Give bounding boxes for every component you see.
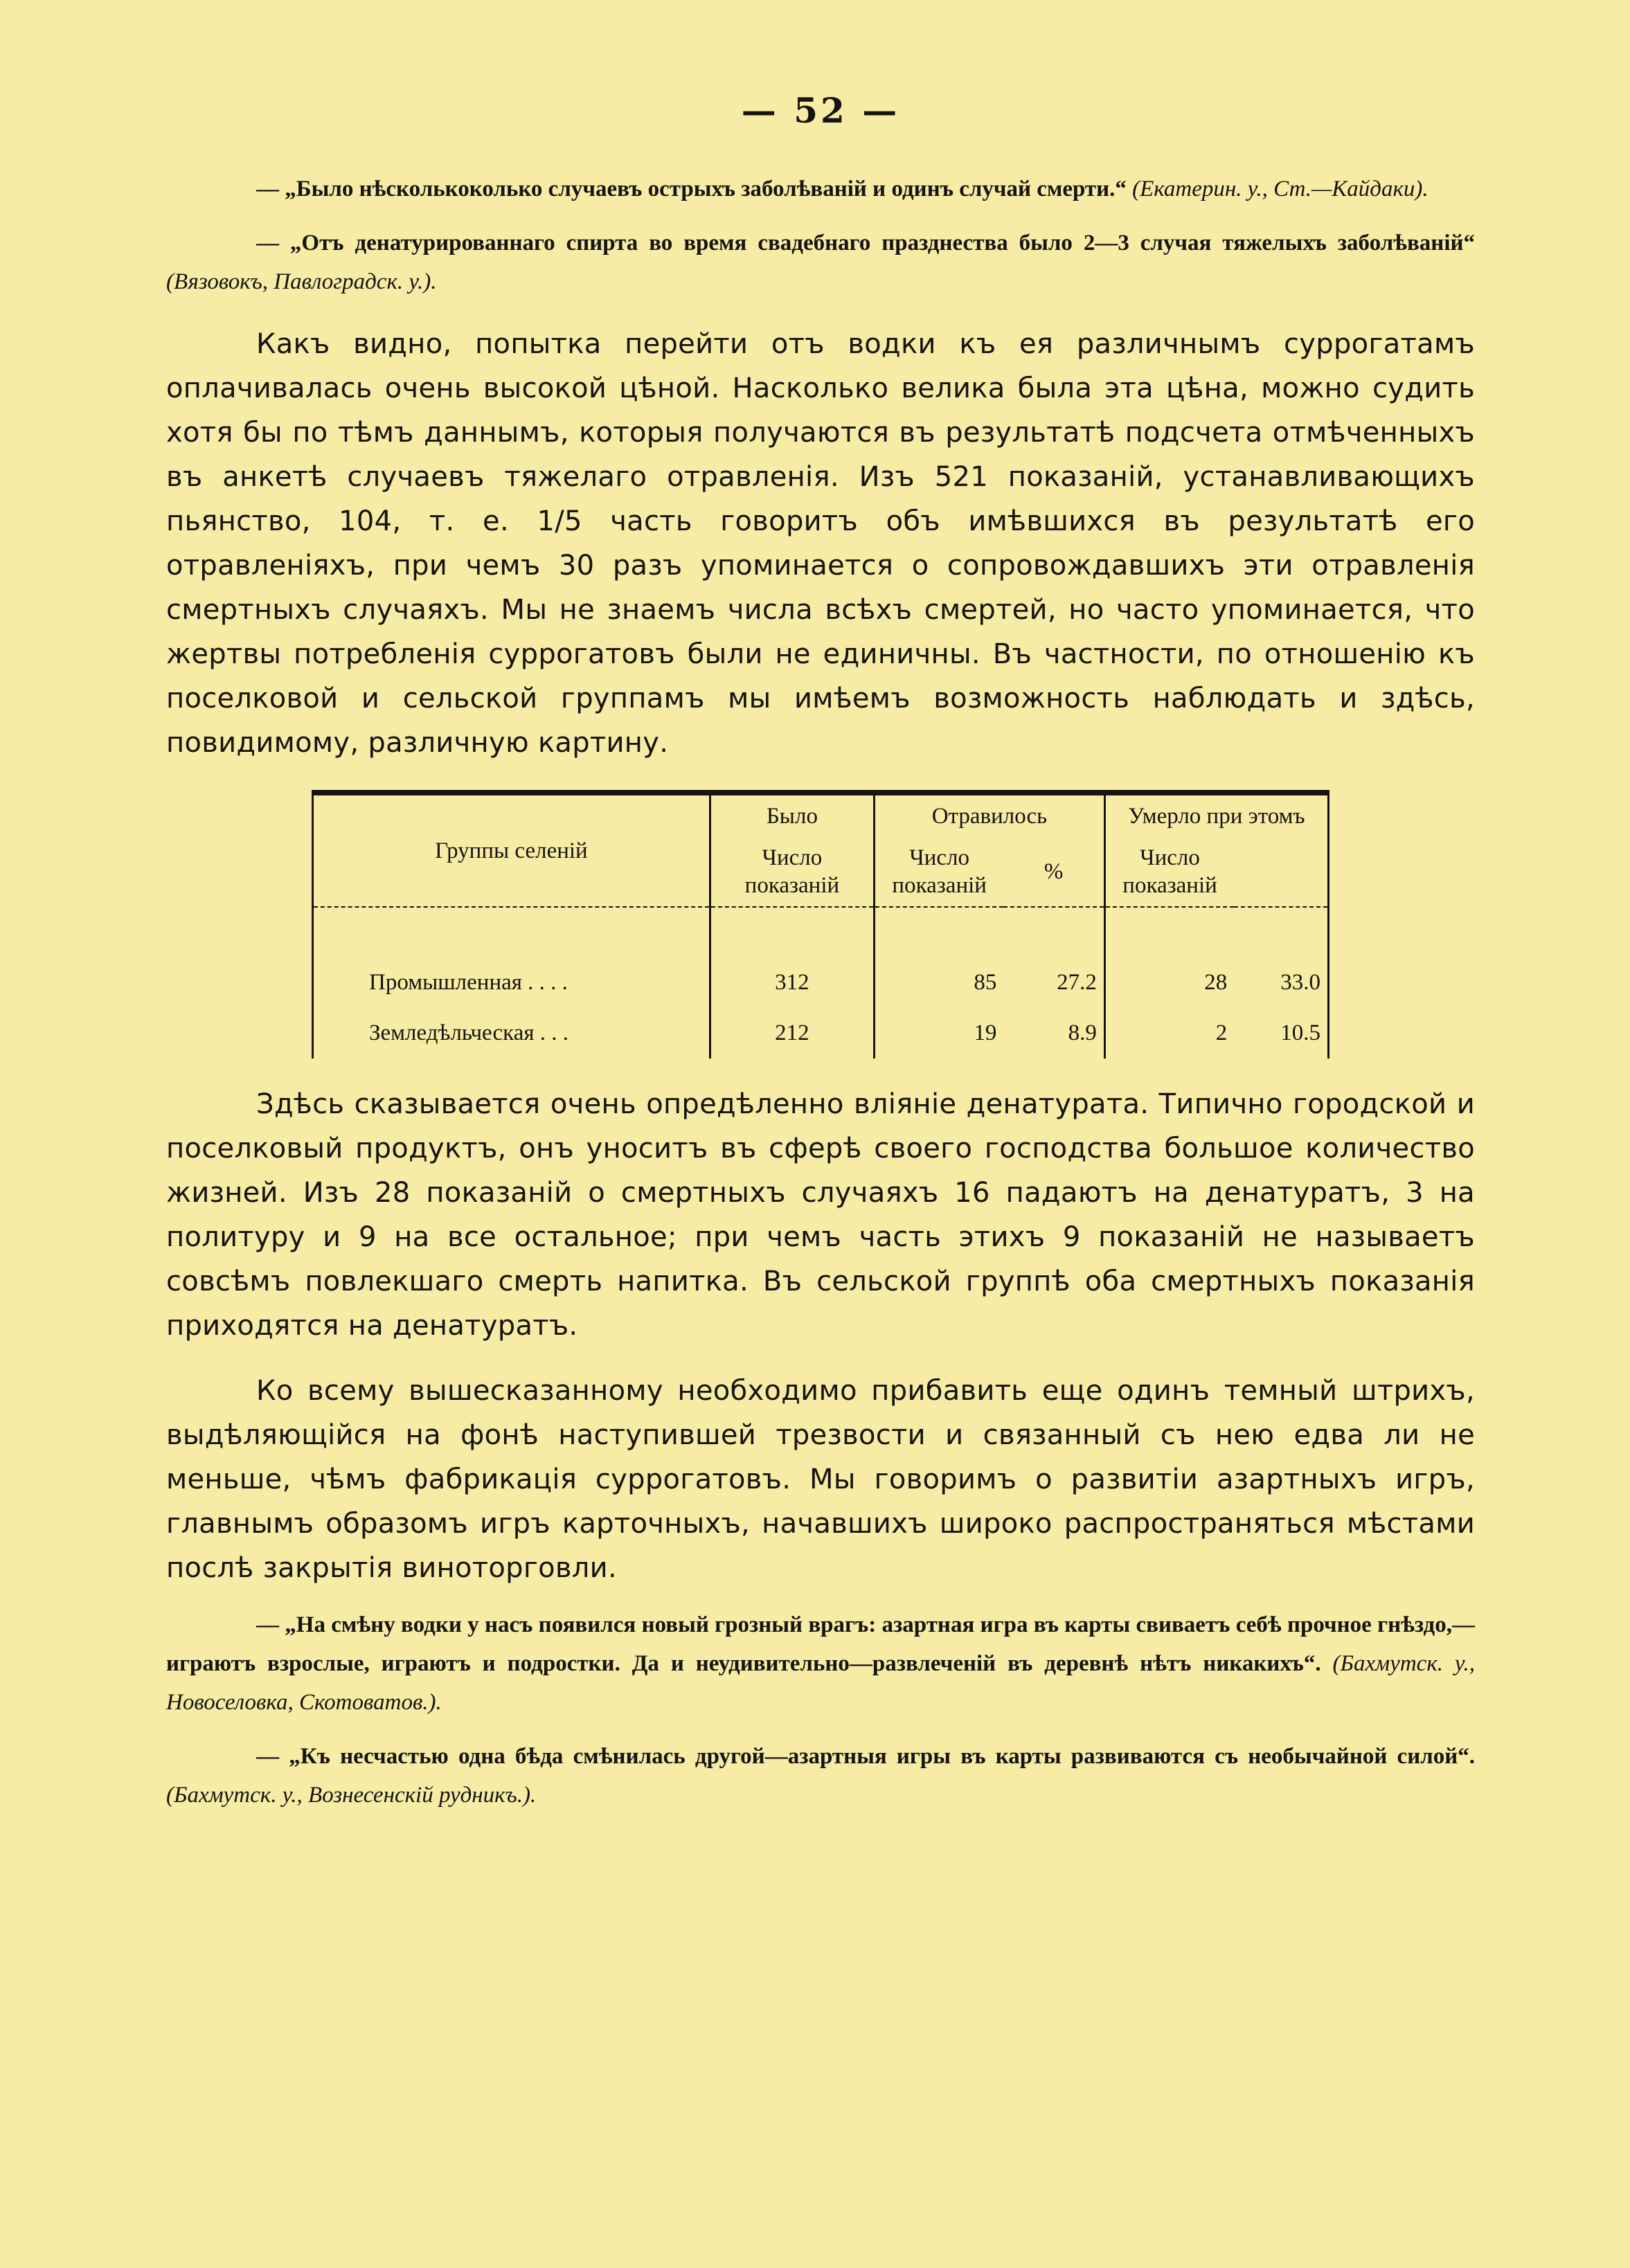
row-um-count: 28 [1104, 957, 1234, 1008]
row-otr-count: 19 [875, 1008, 1004, 1059]
quote-1 [166, 170, 1475, 208]
page-number: — 52 — [741, 90, 900, 131]
statistics-table [312, 790, 1329, 1059]
quote-4 [166, 1737, 1475, 1815]
sub-um-count: Число показаній [1104, 837, 1234, 907]
row-bylo: 312 [710, 957, 874, 1008]
quote-3-text: — „На смѣну водки у насъ появился новый грозный врагъ: азартная игра въ карты свиваетъ себѣ прочное гнѣздо,—играютъ взрослые, играютъ и подростки. Да и неудивительно—развлеченій въ деревнѣ нѣтъ никакихъ“. [166, 1612, 1475, 1676]
page [166, 90, 1475, 1815]
row-group: Земледѣльческая . . . [313, 1008, 710, 1059]
row-otr-pct: 27.2 [1057, 970, 1097, 995]
header-groups: Группы селеній [313, 795, 710, 907]
quote-4-source: (Бахмутск. у., Вознесенскій рудникъ.). [166, 1783, 537, 1808]
quote-1-source: (Екатерин. у., Ст.—Кайдаки). [1132, 177, 1429, 201]
table-row [313, 957, 1329, 1008]
quote-2 [166, 224, 1475, 301]
paragraph-2: Здѣсь сказывается очень опредѣленно вліяніе денатурата. Типично городской и поселковый продуктъ, онъ уноситъ въ сферѣ своего господства большое количество жизней. Изъ 28 показаній о смертныхъ случаяхъ 16 падаютъ на денатуратъ, 3 на политуру и 9 на все остальное; при чемъ часть этихъ 9 показаній не называетъ совсѣмъ повлекшаго смерть напитка. Въ сельской группѣ оба смертныхъ показанія приходятся на денатуратъ. [166, 1088, 1475, 1342]
header-otravilos: Отравилось [875, 795, 1105, 837]
row-um-pct: 10.5 [1234, 1008, 1328, 1059]
row-otr-pct: 8.9 [1068, 1020, 1097, 1045]
quote-3 [166, 1605, 1475, 1722]
quote-2-text: — „Отъ денатурированнаго спирта во время свадебнаго празднества было 2—3 случая тяжелыхъ заболѣваній“ [256, 231, 1475, 255]
sub-bylo-count: Число показаній [710, 837, 874, 907]
paragraph-3: Ко всему вышесказанному необходимо прибавить еще одинъ темный штрихъ, выдѣляющійся на фонѣ наступившей трезвости и связанный съ нею едва ли не меньше, чѣмъ фабрикація суррогатовъ. Мы говоримъ о развитіи азартныхъ игръ, главнымъ образомъ игръ карточныхъ, начавшихъ широко распространяться мѣстами послѣ закрытія виноторговли. [166, 1375, 1475, 1584]
sub-otr-count: Число показаній [875, 837, 1004, 907]
row-otr-count: 85 [875, 957, 1004, 1008]
sub-um-pct [1234, 837, 1328, 907]
paragraph-1: Какъ видно, попытка перейти отъ водки къ ея различнымъ суррогатамъ оплачивалась очень высокой цѣной. Насколько велика была эта цѣна, можно судить хотя бы по тѣмъ даннымъ, которыя получаются въ результатѣ подсчета отмѣченныхъ въ анкетѣ случаевъ тяжелаго отравленія. Изъ 521 показаній, устанавливающихъ пьянство, 104, т. е. 1/5 часть говоритъ объ имѣвшихся въ результатѣ его отравленіяхъ, при чемъ 30 разъ упоминается о сопровождавшихъ эти отравленія смертныхъ случаяхъ. Мы не знаемъ числа всѣхъ смертей, но часто упоминается, что жертвы потребленія суррогатовъ были не единичны. Въ частности, по отношенію къ поселковой и сельской группамъ мы имѣемъ возможность наблюдать и здѣсь, повидимому, различную картину. [166, 328, 1475, 759]
quote-2-source: (Вязовокъ, Павлоградск. у.). [166, 269, 437, 294]
row-bylo: 212 [710, 1008, 874, 1059]
quote-4-text: — „Къ несчастью одна бѣда смѣнилась другой—азартныя игры въ карты развиваются съ необычайной силой“. [256, 1744, 1475, 1769]
quote-1-text: — „Было нѣсколькоколько случаевъ острыхъ заболѣваній и одинъ случай смерти.“ [256, 177, 1127, 201]
header-umerlo: Умерло при этомъ [1104, 795, 1328, 837]
quote-3-source: (Бахмутск. у., Новоселовка, Скотоватов.). [166, 1651, 1475, 1715]
sub-otr-pct: % [1003, 837, 1104, 907]
row-um-count: 2 [1104, 1008, 1234, 1059]
row-um-pct: 33.0 [1234, 957, 1328, 1008]
table-row [313, 1008, 1329, 1059]
row-group: Промышленная . . . . [313, 957, 710, 1008]
header-bylo: Было [710, 795, 874, 837]
